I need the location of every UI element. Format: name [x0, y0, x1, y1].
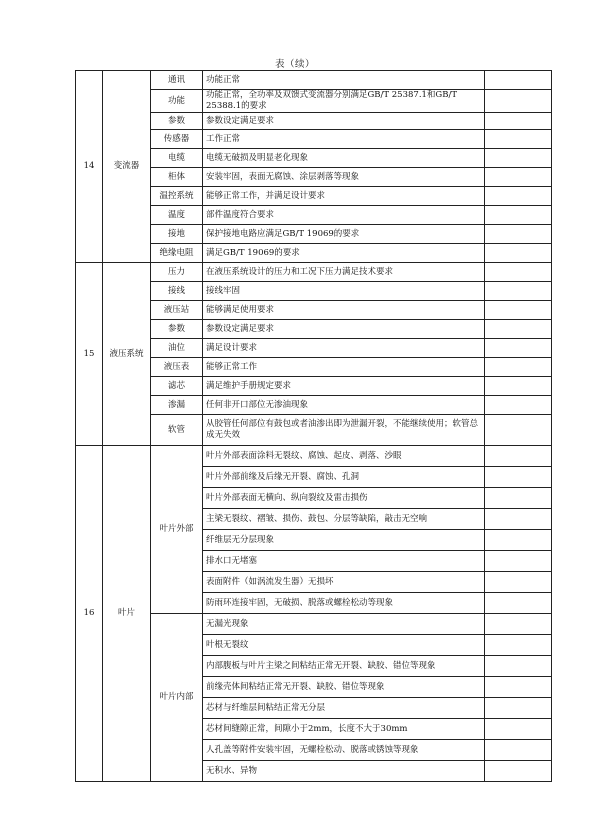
requirement-text: 能够满足使用要求 — [203, 301, 485, 320]
requirement-text: 能够正常工作，并满足设计要求 — [203, 187, 485, 206]
component-name: 叶片内部 — [151, 614, 203, 782]
requirement-text: 电缆无破损及明显老化现象 — [203, 149, 485, 168]
requirement-text: 叶片外部表面涂料无裂纹、腐蚀、起皮、剥落、沙眼 — [203, 446, 485, 467]
requirement-text: 纤维层无分层现象 — [203, 530, 485, 551]
result-cell — [485, 225, 552, 244]
table-caption: 表（续） — [274, 59, 315, 70]
requirement-text: 芯材间缝隙正常，间隙小于2mm，长度不大于30mm — [203, 719, 485, 740]
result-cell — [485, 168, 552, 187]
component-name: 电缆 — [151, 149, 203, 168]
component-name: 功能 — [151, 90, 203, 113]
result-cell — [485, 149, 552, 168]
result-cell — [485, 71, 552, 90]
requirement-text: 参数设定满足要求 — [203, 113, 485, 130]
result-cell — [485, 301, 552, 320]
component-name: 温控系统 — [151, 187, 203, 206]
component-name: 软管 — [151, 415, 203, 446]
inspection-table-body — [76, 71, 552, 782]
requirement-text: 满足维护手册规定要求 — [203, 377, 485, 396]
component-name: 通讯 — [151, 71, 203, 90]
item-number: 16 — [76, 446, 103, 782]
requirement-text: 接线牢固 — [203, 282, 485, 301]
requirement-text: 安装牢固，表面无腐蚀、涂层剥落等现象 — [203, 168, 485, 187]
result-cell — [485, 551, 552, 572]
system-name: 叶片 — [103, 446, 151, 782]
requirement-text: 满足设计要求 — [203, 339, 485, 358]
component-name: 接线 — [151, 282, 203, 301]
requirement-text: 表面附件（如涡流发生器）无损坏 — [203, 572, 485, 593]
requirement-text: 参数设定满足要求 — [203, 320, 485, 339]
requirement-text: 叶片外部表面无横向、纵向裂纹及雷击损伤 — [203, 488, 485, 509]
result-cell — [485, 488, 552, 509]
component-name: 液压站 — [151, 301, 203, 320]
component-name: 接地 — [151, 225, 203, 244]
result-cell — [485, 377, 552, 396]
requirement-text: 能够正常工作 — [203, 358, 485, 377]
requirement-text: 工作正常 — [203, 130, 485, 149]
component-name: 叶片外部 — [151, 446, 203, 614]
result-cell — [485, 206, 552, 225]
result-cell — [485, 187, 552, 206]
result-cell — [485, 320, 552, 339]
requirement-text: 保护接地电路应满足GB/T 19069的要求 — [203, 225, 485, 244]
result-cell — [485, 415, 552, 446]
item-number: 14 — [76, 71, 103, 263]
result-cell — [485, 113, 552, 130]
requirement-text: 无漏光现象 — [203, 614, 485, 635]
result-cell — [485, 593, 552, 614]
component-name: 参数 — [151, 113, 203, 130]
item-number: 15 — [76, 263, 103, 446]
inspection-table — [75, 70, 552, 782]
result-cell — [485, 282, 552, 301]
component-name: 滤芯 — [151, 377, 203, 396]
result-cell — [485, 614, 552, 635]
requirement-text: 叶根无裂纹 — [203, 635, 485, 656]
result-cell — [485, 572, 552, 593]
table-row — [76, 263, 552, 282]
result-cell — [485, 358, 552, 377]
result-cell — [485, 339, 552, 358]
requirement-text: 主梁无裂纹、褶皱、损伤、鼓包、分层等缺陷，敲击无空响 — [203, 509, 485, 530]
result-cell — [485, 698, 552, 719]
result-cell — [485, 263, 552, 282]
result-cell — [485, 530, 552, 551]
result-cell — [485, 509, 552, 530]
result-cell — [485, 677, 552, 698]
requirement-text: 在液压系统设计的压力和工况下压力满足技术要求 — [203, 263, 485, 282]
component-name: 油位 — [151, 339, 203, 358]
result-cell — [485, 130, 552, 149]
component-name: 压力 — [151, 263, 203, 282]
requirement-text: 防雨环连接牢固，无破损、脱落或螺栓松动等现象 — [203, 593, 485, 614]
component-name: 渗漏 — [151, 396, 203, 415]
result-cell — [485, 396, 552, 415]
component-name: 温度 — [151, 206, 203, 225]
requirement-text: 叶片外部前缘及后缘无开裂、腐蚀、孔洞 — [203, 467, 485, 488]
system-name: 液压系统 — [103, 263, 151, 446]
result-cell — [485, 446, 552, 467]
requirement-text: 排水口无堵塞 — [203, 551, 485, 572]
requirement-text: 任何非开口部位无渗油现象 — [203, 396, 485, 415]
result-cell — [485, 90, 552, 113]
component-name: 液压表 — [151, 358, 203, 377]
result-cell — [485, 467, 552, 488]
result-cell — [485, 244, 552, 263]
requirement-text: 人孔盖等附件安装牢固，无螺栓松动、脱落或锈蚀等现象 — [203, 740, 485, 761]
requirement-text: 功能正常，全功率及双馈式变流器分别满足GB/T 25387.1和GB/T 25388.1的要求 — [203, 90, 485, 113]
requirement-text: 无积水、异物 — [203, 761, 485, 782]
requirement-text: 芯材与纤维层间粘结正常无分层 — [203, 698, 485, 719]
requirement-text: 从胶管任何部位有鼓包或者油渗出即为泄漏开裂，不能继续使用；软管总成无失效 — [203, 415, 485, 446]
requirement-text: 前缘壳体间粘结正常无开裂、缺胶、错位等现象 — [203, 677, 485, 698]
component-name: 绝缘电阻 — [151, 244, 203, 263]
result-cell — [485, 656, 552, 677]
component-name: 柜体 — [151, 168, 203, 187]
system-name: 变流器 — [103, 71, 151, 263]
result-cell — [485, 719, 552, 740]
component-name: 传感器 — [151, 130, 203, 149]
result-cell — [485, 635, 552, 656]
result-cell — [485, 761, 552, 782]
table-row — [76, 446, 552, 467]
table-row — [76, 71, 552, 90]
result-cell — [485, 740, 552, 761]
requirement-text: 内部腹板与叶片主梁之间粘结正常无开裂、缺胶、错位等现象 — [203, 656, 485, 677]
requirement-text: 功能正常 — [203, 71, 485, 90]
component-name: 参数 — [151, 320, 203, 339]
requirement-text: 部件温度符合要求 — [203, 206, 485, 225]
requirement-text: 满足GB/T 19069的要求 — [203, 244, 485, 263]
